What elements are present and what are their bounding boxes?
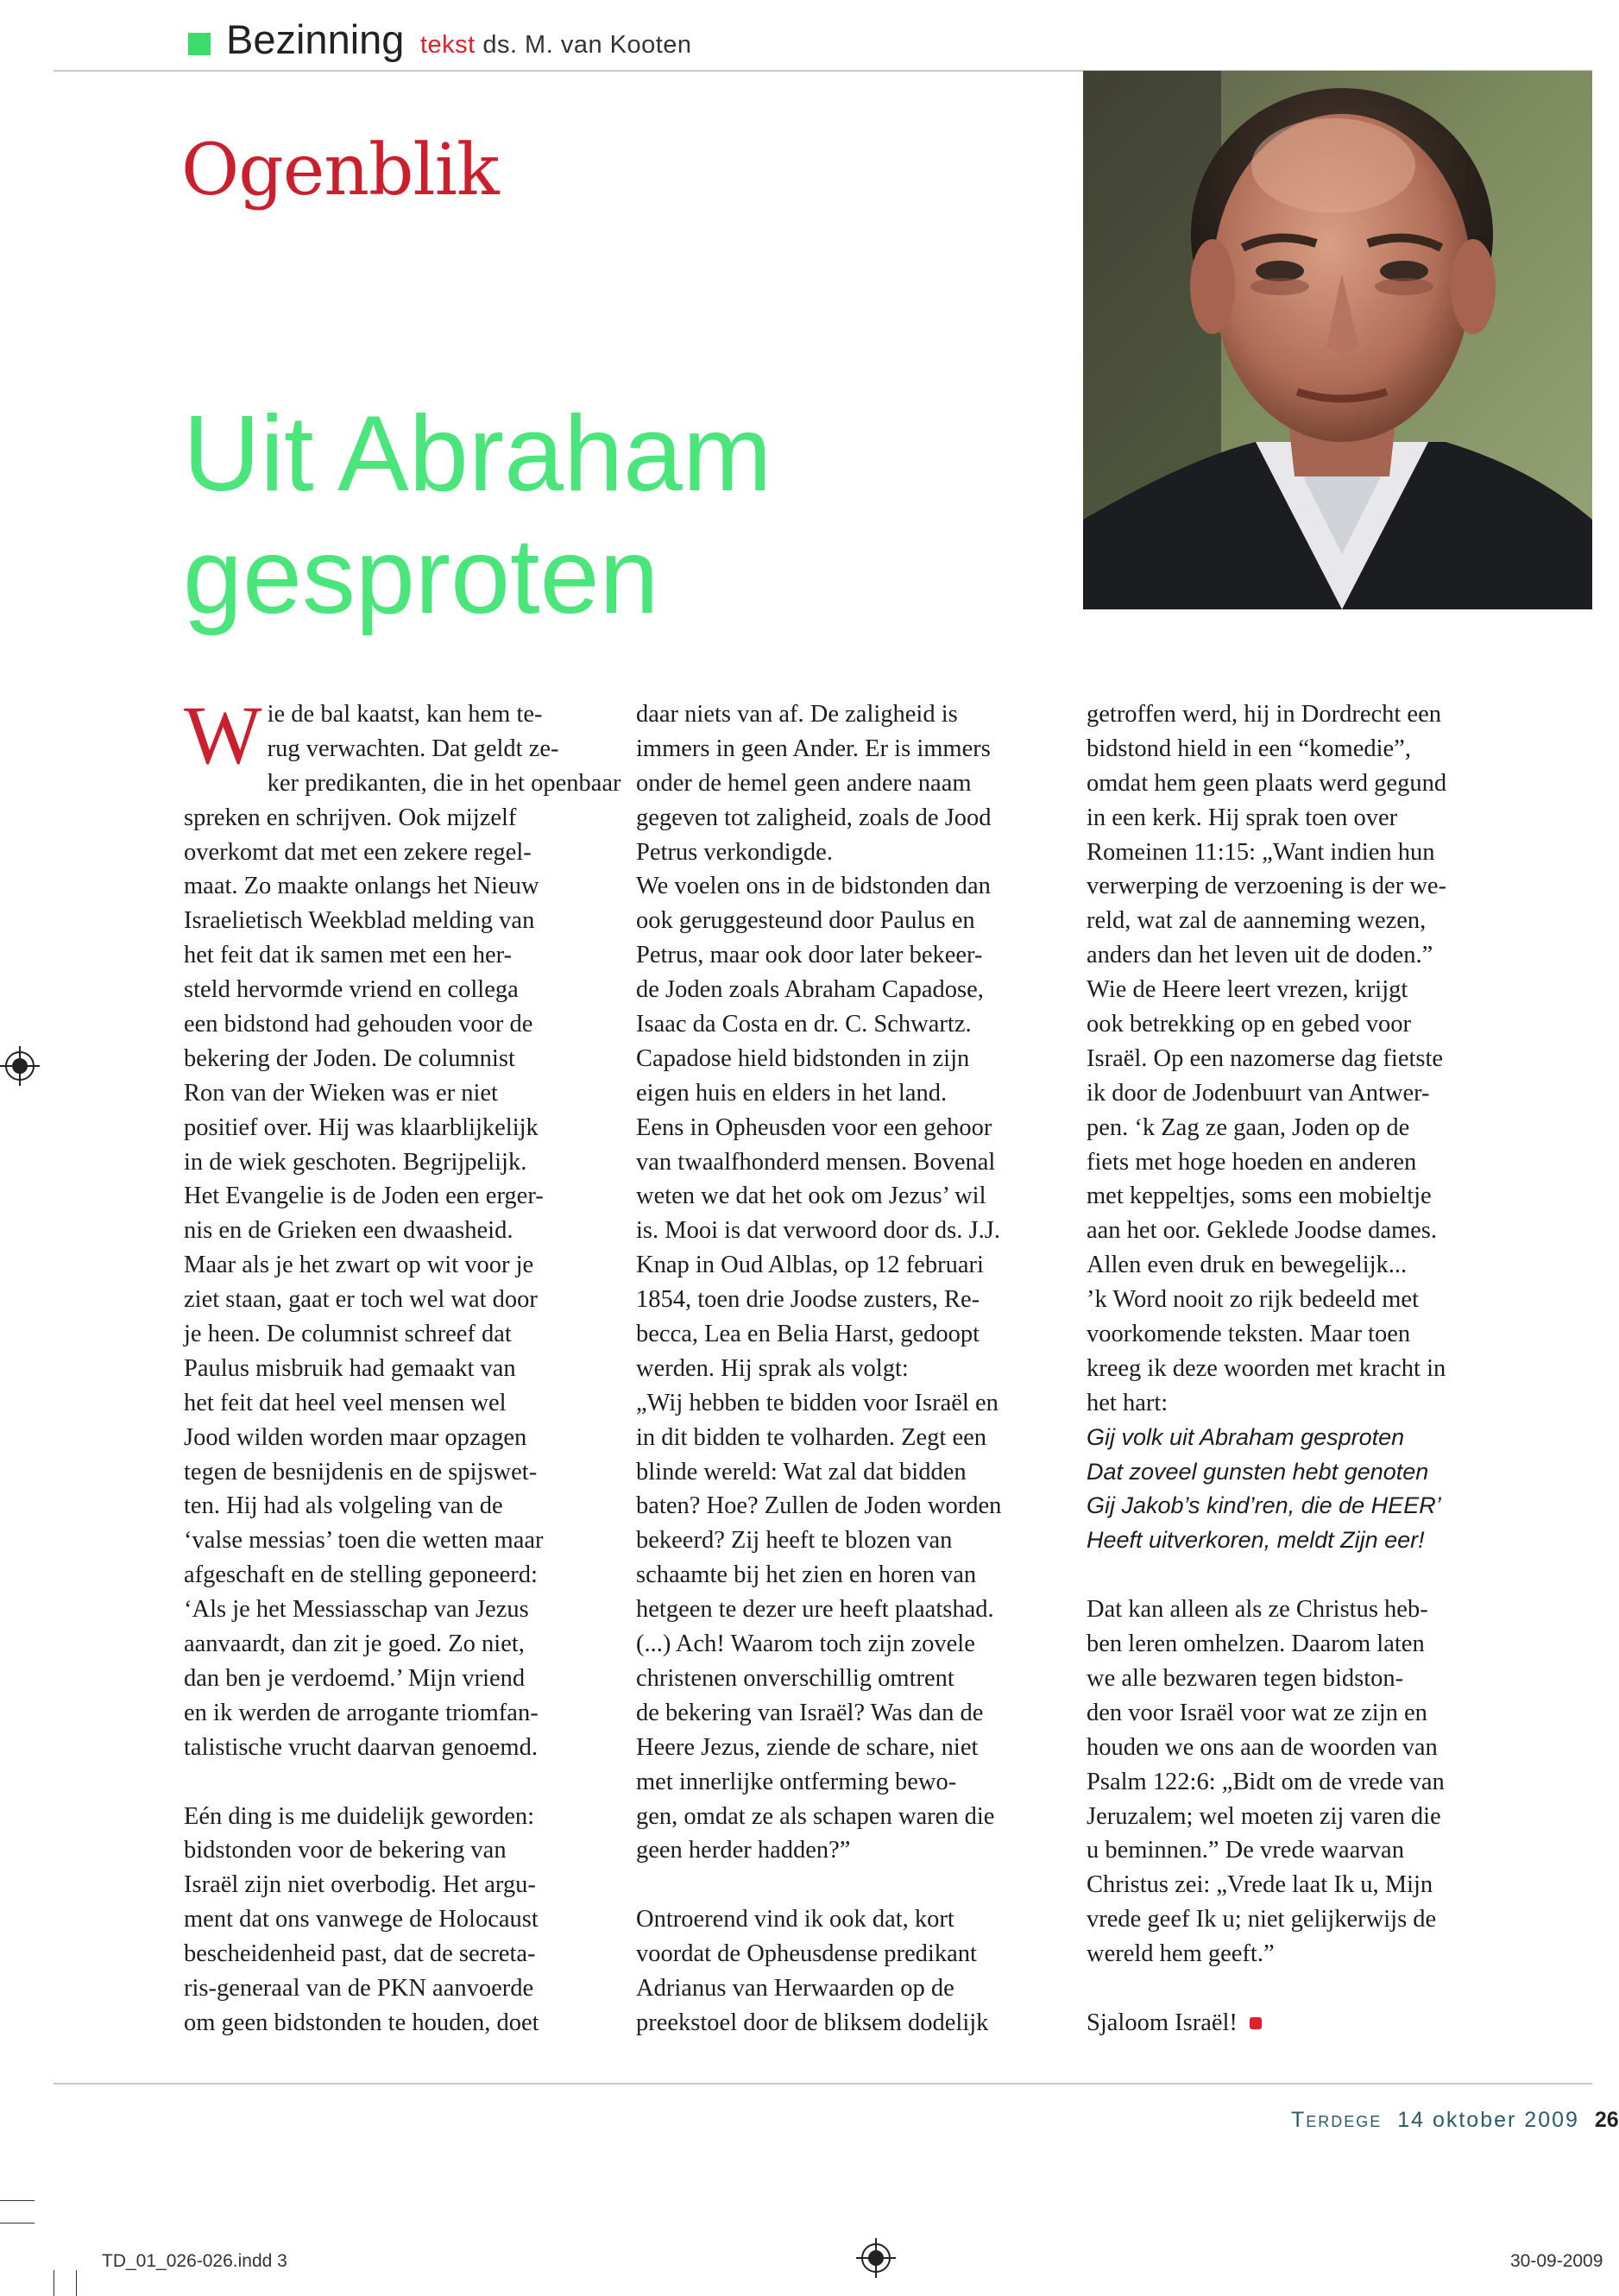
text-line: Allen even druk en bewegelijk... — [1087, 1252, 1408, 1279]
text-line: hetgeen te dezer ure heeft plaatshad. — [636, 1596, 994, 1624]
portrait-image — [1083, 71, 1592, 609]
slug-date: 30-09-2009 — [1510, 2251, 1603, 2271]
text-line: (...) Ach! Waarom toch zijn zovele — [636, 1631, 975, 1658]
text-line: Jeruzalem; wel moeten zij varen die — [1087, 1802, 1441, 1830]
text-line: overkomt dat met een zekere regel- — [184, 838, 532, 866]
slug-filename: TD_01_026-026.indd 3 — [102, 2251, 287, 2271]
text-line: en ik werden de arrogante triomfan- — [184, 1699, 539, 1726]
text-line: ook betrekking op en gebed voor — [1087, 1011, 1411, 1038]
closing-line — [1087, 2006, 1501, 2041]
text-line: Eens in Opheusden voor een gehoor — [636, 1113, 992, 1141]
article-column-1 — [184, 689, 621, 2041]
text-line: „Wij hebben te bidden voor Israël en — [636, 1389, 998, 1416]
crop-mark — [76, 2270, 77, 2296]
text-line: Dat kan alleen als ze Christus heb- — [1087, 1596, 1428, 1624]
text-line — [184, 1765, 598, 1800]
headline-line-1: Uit Abraham — [183, 394, 772, 514]
text-line: we alle bezwaren tegen bidston- — [1087, 1664, 1404, 1692]
text-line: preekstoel door de bliksem dodelijk — [636, 2009, 989, 2036]
text-line: baten? Hoe? Zullen de Joden worden — [636, 1492, 1002, 1520]
registration-mark-icon — [856, 2238, 896, 2282]
text-line: Wie de Heere leert vrezen, krijgt — [1087, 976, 1408, 1004]
text-line: Maar als je het zwart op wit voor je — [184, 1252, 534, 1279]
credit-label: tekst — [420, 31, 476, 59]
text-line: gegeven tot zaligheid, zoals de Jood — [636, 804, 992, 831]
text-line: ziet staan, gaat er toch wel wat door — [184, 1286, 538, 1314]
text-line: Petrus, maar ook door later bekeer- — [636, 942, 983, 969]
text-line: Paulus misbruik had gemaakt van — [184, 1354, 516, 1382]
text-line: geen herder hadden?” — [636, 1837, 851, 1864]
text-line: reld, wat zal de aanneming wezen, — [1087, 907, 1427, 935]
publication-name: Terdege — [1291, 2108, 1383, 2132]
article-column-3 — [1087, 697, 1501, 2041]
text-line: kreeg ik deze woorden met kracht in — [1087, 1354, 1446, 1382]
poem-line: Dat zoveel gunsten hebt genoten — [1087, 1458, 1429, 1485]
text-line: Ron van der Wieken was er niet — [184, 1079, 498, 1107]
issue-date: 14 oktober 2009 — [1397, 2108, 1579, 2132]
text-line: anders dan het leven uit de doden.” — [1087, 942, 1433, 969]
text-line: bescheidenheid past, dat de secreta- — [184, 1940, 536, 1968]
drop-cap: W — [184, 689, 262, 781]
text-line: Isaac da Costa en dr. C. Schwartz. — [636, 1011, 972, 1038]
text-line: het feit dat ik samen met een her- — [184, 942, 513, 969]
text-line: in een kerk. Hij sprak toen over — [1087, 804, 1398, 831]
credit-author: ds. M. van Kooten — [482, 31, 692, 59]
text-line: om geen bidstonden te houden, doet — [184, 2009, 539, 2036]
text-line: schaamte bij het zien en horen van — [636, 1561, 977, 1589]
text-line: Ontroerend vind ik ook dat, kort — [636, 1906, 954, 1933]
headline-line-2: gesproten — [183, 517, 659, 636]
text-line: nis en de Grieken een dwaasheid. — [184, 1217, 513, 1245]
article-headline — [183, 393, 772, 638]
text-line: houden we ons aan de woorden van — [1087, 1733, 1438, 1761]
text-line: in dit bidden te volharden. Zegt een — [636, 1423, 986, 1451]
text-line: van twaalfhonderd mensen. Bovenal — [636, 1148, 996, 1176]
text-line: het feit dat heel veel mensen wel — [184, 1389, 507, 1416]
text-line: is. Mooi is dat verwoord door ds. J.J. — [636, 1217, 1000, 1245]
text-line: 1854, toen drie Joodse zusters, Re- — [636, 1286, 980, 1314]
text-line: pen. ‘k Zag ze gaan, Joden op de — [1087, 1113, 1410, 1141]
text-line: ten. Hij had als volgeling van de — [184, 1492, 503, 1520]
text-line: bekeerd? Zij heeft te blozen van — [636, 1527, 953, 1555]
text-line: afgeschaft en de stelling geponeerd: — [184, 1561, 538, 1589]
text-line: ment dat ons vanwege de Holocaust — [184, 1906, 539, 1933]
text-line: immers in geen Ander. Er is immers — [636, 735, 991, 762]
text-line: Israelietisch Weekblad melding van — [184, 907, 535, 935]
crop-mark — [0, 2200, 35, 2201]
text-line: aan het oor. Geklede Joodse dames. — [1087, 1217, 1437, 1245]
text-line: dan ben je verdoemd.’ Mijn vriend — [184, 1664, 526, 1692]
text-line: becca, Lea en Belia Harst, gedoopt — [636, 1321, 980, 1348]
author-credit — [420, 31, 692, 60]
text-line: ook geruggesteund door Paulus en — [636, 907, 975, 935]
text-line: Jood wilden worden maar opzagen — [184, 1423, 527, 1451]
text-line: We voelen ons in de bidstonden dan — [636, 873, 991, 900]
text-line: de Joden zoals Abraham Capadose, — [636, 976, 984, 1004]
text-line — [1087, 1558, 1501, 1593]
text-line: een bidstond had gehouden voor de — [184, 1011, 533, 1038]
text-line: fiets met hoge hoeden en anderen — [1087, 1148, 1417, 1176]
text-line: den voor Israël voor wat ze zijn en — [1087, 1699, 1427, 1726]
text-line: weten we dat het ook om Jezus’ wil — [636, 1183, 986, 1210]
text-line: ben leren omhelzen. Daarom laten — [1087, 1631, 1425, 1658]
text-line: daar niets van af. De zaligheid is — [636, 701, 958, 728]
text-line: de bekering van Israël? Was dan de — [636, 1699, 984, 1726]
text-line: bekering der Joden. De columnist — [184, 1044, 515, 1072]
text-line: met keppeltjes, soms een mobieltje — [1087, 1183, 1432, 1210]
text-line: het hart: — [1087, 1389, 1169, 1416]
footer-rule — [54, 2083, 1592, 2085]
text-line: ie de bal kaatst, kan hem te- — [267, 701, 543, 728]
text-line: vrede geef Ik u; niet gelijkerwijs de — [1087, 1906, 1437, 1933]
text-line — [1087, 1971, 1501, 2006]
text-line: Petrus verkondigde. — [636, 838, 833, 866]
text-line: aanvaardt, dan zit je goed. Zo niet, — [184, 1631, 525, 1658]
text-line: positief over. Hij was klaarblijkelijk — [184, 1113, 539, 1141]
text-line: omdat hem geen plaats werd gegund — [1087, 769, 1447, 797]
text-line: met innerlijke ontferming bewo- — [636, 1768, 957, 1795]
text-line: bidstond hield in een “komedie”, — [1087, 735, 1411, 762]
text-line: ’k Word nooit zo rijk bedeeld met — [1087, 1286, 1420, 1314]
text-line: steld hervormde vriend en collega — [184, 976, 519, 1004]
text-line: wereld hem geeft.” — [1087, 1940, 1275, 1968]
text-line: ris-generaal van de PKN aanvoerde — [184, 1974, 534, 2002]
text-line: in de wiek geschoten. Begrijpelijk. — [184, 1148, 527, 1176]
text-line: eigen huis en elders in het land. — [636, 1079, 948, 1107]
author-portrait — [1083, 71, 1592, 609]
text-line: u beminnen.” De vrede waarvan — [1087, 1837, 1404, 1864]
text-line: onder de hemel geen andere naam — [636, 769, 972, 797]
column-kicker: Ogenblik — [181, 129, 499, 211]
text-line: Eén ding is me duidelijk geworden: — [184, 1802, 535, 1830]
text-line: getroffen werd, hij in Dordrecht een — [1087, 701, 1441, 728]
end-mark-icon — [1250, 2017, 1262, 2029]
text-line: spreken en schrijven. Ook mijzelf — [184, 804, 517, 831]
text-line: bidstonden voor de bekering van — [184, 1837, 507, 1864]
text-line: tegen de besnijdenis en de spijswet- — [184, 1458, 538, 1485]
poem-line: Heeft uitverkoren, meldt Zijn eer! — [1087, 1527, 1425, 1554]
text-line: Israël zijn niet overbodig. Het argu- — [184, 1871, 536, 1899]
poem-line: Gij volk uit Abraham gesproten — [1087, 1423, 1405, 1450]
text-line: Israël. Op een nazomerse dag fietste — [1087, 1044, 1444, 1072]
section-bullet — [188, 33, 211, 55]
text-line: ‘Als je het Messiasschap van Jezus — [184, 1596, 529, 1624]
poem-line: Gij Jakob’s kind’ren, die de HEER’ — [1087, 1492, 1441, 1519]
text-line: blinde wereld: Wat zal dat bidden — [636, 1458, 967, 1485]
text-line: Christus zei: „Vrede laat Ik u, Mijn — [1087, 1871, 1433, 1899]
text-line: ik door de Jodenbuurt van Antwer- — [1087, 1079, 1430, 1107]
text-line: talistische vrucht daarvan genoemd. — [184, 1733, 538, 1761]
text-line: ker predikanten, die in het openbaar — [267, 769, 621, 797]
text-line: Heere Jezus, ziende de schare, niet — [636, 1733, 979, 1761]
text-line: werden. Hij sprak als volgt: — [636, 1354, 909, 1382]
article-column-2 — [636, 697, 1050, 2041]
text-line: Knap in Oud Alblas, op 12 februari — [636, 1252, 984, 1279]
text-line: gen, omdat ze als schapen waren die — [636, 1802, 995, 1830]
text-line: rug verwachten. Dat geldt ze- — [267, 735, 559, 762]
registration-mark-icon — [0, 1046, 40, 1090]
text-line: Capadose hield bidstonden in zijn — [636, 1044, 970, 1072]
text-line: maat. Zo maakte onlangs het Nieuw — [184, 873, 539, 900]
text-line: verwerping de verzoening is der we- — [1087, 873, 1447, 900]
text-line: Psalm 122:6: „Bidt om de vrede van — [1087, 1768, 1445, 1795]
text-line: Het Evangelie is de Joden een erger- — [184, 1183, 544, 1210]
text-line: ‘valse messias’ toen die wetten maar — [184, 1527, 544, 1555]
text-line — [636, 1868, 1050, 1902]
text-line: christenen onverschillig omtrent — [636, 1664, 954, 1692]
section-label: Bezinning — [226, 16, 405, 62]
text-line: voordat de Opheusdense predikant — [636, 1940, 977, 1968]
text-line: Adrianus van Herwaarden op de — [636, 1974, 954, 2002]
closing-text: Sjaloom Israël! — [1087, 2009, 1238, 2036]
page-footer — [1291, 2108, 1619, 2133]
text-line: voorkomende teksten. Maar toen — [1087, 1321, 1411, 1348]
text-line: je heen. De columnist schreef dat — [184, 1321, 512, 1348]
text-line: Romeinen 11:15: „Want indien hun — [1087, 838, 1435, 866]
page-number: 26 — [1594, 2108, 1619, 2132]
